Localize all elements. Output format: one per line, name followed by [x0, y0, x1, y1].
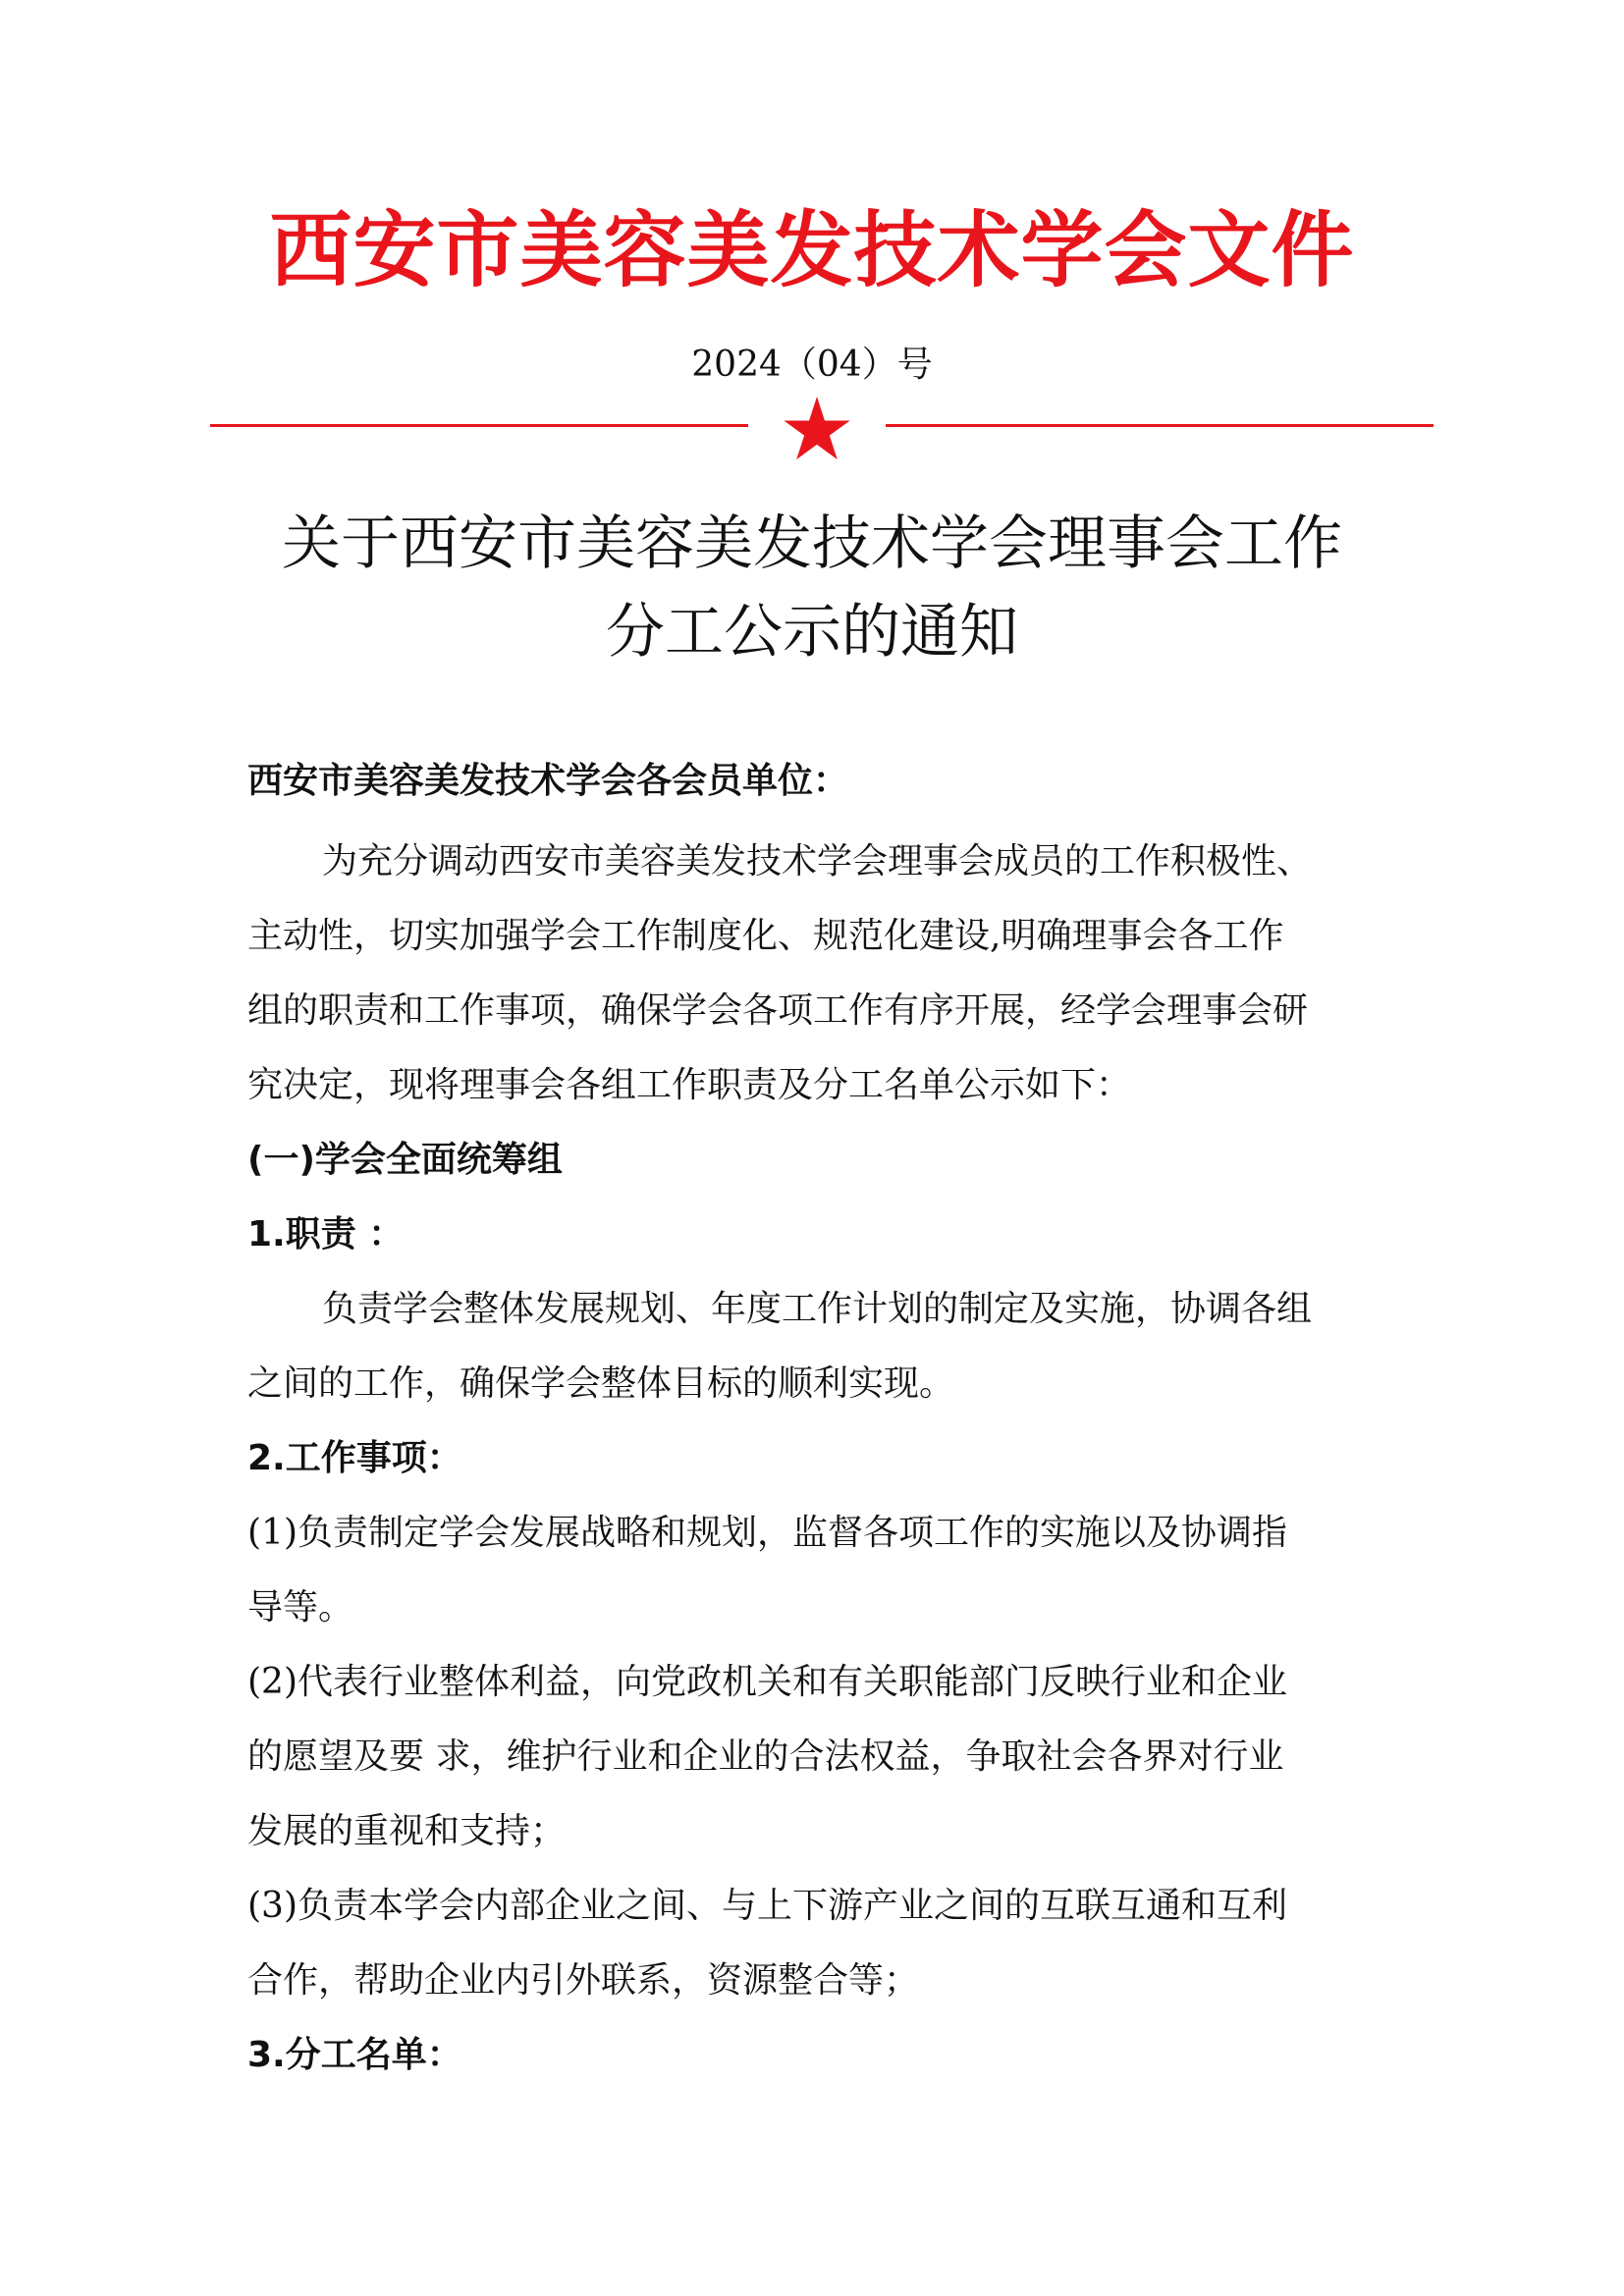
- intro-paragraph-line: 究决定，现将理事会各组工作职责及分工名单公示如下：: [247, 1065, 1132, 1105]
- notice-title-line-1: 关于西安市美容美发技术学会理事会工作: [282, 509, 1342, 578]
- duty-text-line: 之间的工作，确保学会整体目标的顺利实现。: [247, 1363, 955, 1404]
- work-item-line: (2)代表行业整体利益，向党政机关和有关职能部门反映行业和企业: [247, 1662, 1287, 1702]
- intro-paragraph-line: 为充分调动西安市美容美发技术学会理事会成员的工作积极性、: [322, 841, 1313, 881]
- work-item-line: (1)负责制定学会发展战略和规划，监督各项工作的实施以及协调指: [247, 1513, 1287, 1553]
- work-item-line: 发展的重视和支持；: [247, 1811, 567, 1851]
- intro-paragraph-line: 主动性，切实加强学会工作制度化、规范化建设,明确理事会各工作: [247, 916, 1284, 956]
- org-masthead-title: 西安市美容美发技术学会文件: [269, 202, 1355, 298]
- document-number: 2024（04）号: [691, 345, 933, 385]
- notice-title-line-2: 分工公示的通知: [606, 598, 1018, 667]
- work-item-line: 导等。: [247, 1587, 354, 1628]
- work-items-heading: 2.工作事项：: [247, 1438, 462, 1478]
- section-heading: (一)学会全面统筹组: [247, 1140, 563, 1180]
- duty-text-line: 负责学会整体发展规划、年度工作计划的制定及实施，协调各组: [322, 1289, 1313, 1329]
- duty-heading: 1.职责 ：: [247, 1214, 405, 1255]
- work-item-line: 的愿望及要 求，维护行业和企业的合法权益，争取社会各界对行业: [247, 1736, 1284, 1777]
- salutation: 西安市美容美发技术学会各会员单位：: [247, 761, 849, 801]
- intro-paragraph-line: 组的职责和工作事项，确保学会各项工作有序开展，经学会理事会研: [247, 990, 1309, 1031]
- red-divider-left: [210, 424, 748, 427]
- assignment-list-heading: 3.分工名单：: [247, 2035, 462, 2075]
- work-item-line: 合作，帮助企业内引外联系，资源整合等；: [247, 1960, 920, 2001]
- work-item-line: (3)负责本学会内部企业之间、与上下游产业之间的互联互通和互利: [247, 1886, 1287, 1926]
- red-divider-right: [886, 424, 1434, 427]
- star-icon: [784, 397, 850, 459]
